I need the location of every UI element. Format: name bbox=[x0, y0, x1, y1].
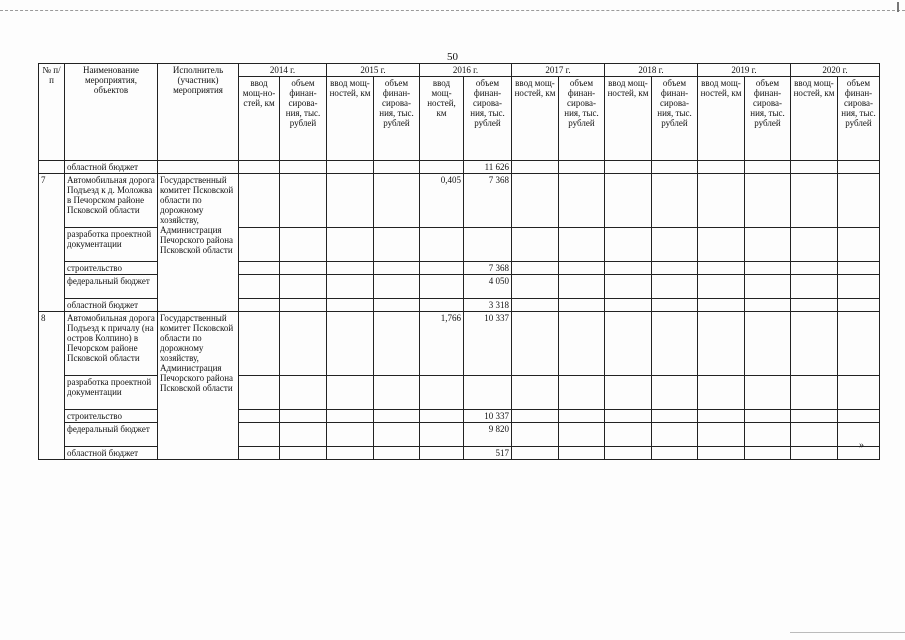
object-executor: Государственный комитет Псковской области по дорожному хозяйству, Администрация Печорского района Псковской области bbox=[158, 312, 239, 460]
row-label: областной бюджет bbox=[65, 299, 158, 312]
cell-value bbox=[464, 376, 512, 410]
row-label: строительство bbox=[65, 262, 158, 275]
header-finance: объем финан-сирова-ния, тыс. рублей bbox=[280, 77, 327, 161]
header-name: Наименование мероприятия, объектов bbox=[65, 64, 158, 161]
header-year: 2019 г. bbox=[698, 64, 791, 77]
cell-value: 9 820 bbox=[464, 423, 512, 447]
object-executor: Государственный комитет Псковской области по дорожному хозяйству, Администрация Печорского района Псковской области bbox=[158, 174, 239, 312]
row-number: 8 bbox=[39, 312, 65, 460]
cell-value: 7 368 bbox=[464, 174, 512, 228]
header-finance: объем финан-сирова-ния, тыс. рублей bbox=[374, 77, 420, 161]
header-finance: объем финан-сирова-ния, тыс. рублей bbox=[652, 77, 698, 161]
header-power: ввод мощ-ностей, км bbox=[698, 77, 745, 161]
header-finance: объем финан-сирова-ния, тыс. рублей bbox=[838, 77, 880, 161]
page-number: 50 bbox=[447, 51, 458, 63]
scan-corner-mark bbox=[889, 2, 899, 12]
row-label: разработка проектной документации bbox=[65, 228, 158, 262]
header-power: ввод мощ-ностей, км bbox=[605, 77, 652, 161]
cell-value: 10 337 bbox=[464, 410, 512, 423]
header-power: ввод мощ-ностей, км bbox=[420, 77, 464, 161]
program-table bbox=[38, 63, 875, 459]
closing-quote: » bbox=[859, 440, 864, 451]
cell-value: 7 368 bbox=[464, 262, 512, 275]
object-name: Автомобильная дорога Подъезд к д. Моложва в Печорском районе Псковской области bbox=[65, 174, 158, 228]
cell-power: 0,405 bbox=[420, 174, 464, 228]
header-power: ввод мощ-ностей, км bbox=[512, 77, 559, 161]
header-power: ввод мощ-ностей, км bbox=[791, 77, 838, 161]
cell-value bbox=[464, 228, 512, 262]
scan-top-edge bbox=[0, 10, 905, 11]
cell-power: 1,766 bbox=[420, 312, 464, 376]
row-label: областной бюджет bbox=[65, 161, 158, 174]
object-name: Автомобильная дорога Подъезд к причалу (на остров Колпино) в Печорском районе Псковской области bbox=[65, 312, 158, 376]
row-label: федеральный бюджет bbox=[65, 423, 158, 447]
header-finance: объем финан-сирова-ния, тыс. рублей bbox=[464, 77, 512, 161]
row-label: разработка проектной документации bbox=[65, 376, 158, 410]
header-executor: Исполнитель (участник) мероприятия bbox=[158, 64, 239, 161]
header-finance: объем финан-сирова-ния, тыс. рублей bbox=[745, 77, 791, 161]
row-number: 7 bbox=[39, 174, 65, 312]
cell-value: 3 318 bbox=[464, 299, 512, 312]
row-label: федеральный бюджет bbox=[65, 275, 158, 299]
header-year: 2018 г. bbox=[605, 64, 698, 77]
header-num: № п/п bbox=[39, 64, 65, 161]
header-year: 2020 г. bbox=[791, 64, 880, 77]
header-year: 2016 г. bbox=[420, 64, 512, 77]
header-finance: объем финан-сирова-ния, тыс. рублей bbox=[559, 77, 605, 161]
header-year: 2015 г. bbox=[327, 64, 420, 77]
header-year: 2014 г. bbox=[239, 64, 327, 77]
row-label: областной бюджет bbox=[65, 447, 158, 460]
header-power: ввод мощ-ностей, км bbox=[327, 77, 374, 161]
cell-value: 4 050 bbox=[464, 275, 512, 299]
cell-value: 10 337 bbox=[464, 312, 512, 376]
cell-value: 11 626 bbox=[464, 161, 512, 174]
scan-bottom-edge bbox=[790, 632, 905, 633]
row-label: строительство bbox=[65, 410, 158, 423]
header-power: ввод мощ-но-стей, км bbox=[239, 77, 280, 161]
header-year: 2017 г. bbox=[512, 64, 605, 77]
cell-value: 517 bbox=[464, 447, 512, 460]
